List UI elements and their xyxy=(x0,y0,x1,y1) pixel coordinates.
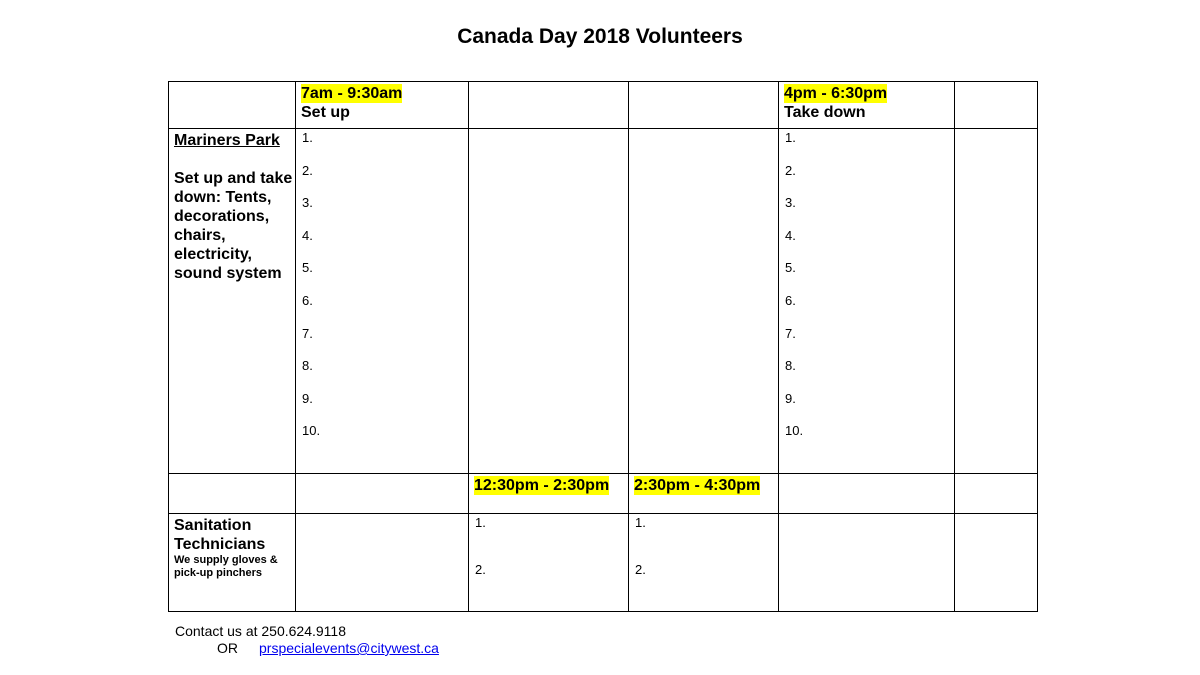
takedown-slots-cell[interactable] xyxy=(779,129,955,474)
sanitation-note: We supply gloves & pick-up pinchers xyxy=(174,554,278,579)
setup-label: Set up xyxy=(301,104,350,121)
empty-cell xyxy=(296,474,469,514)
list-item: 9. xyxy=(785,390,796,406)
list-item: 6. xyxy=(302,292,313,308)
mariners-description: Set up and take down: Tents, decorations, chairs, electricity, sound system xyxy=(174,170,293,282)
header-cell-empty xyxy=(955,82,1038,129)
shift-header-cell xyxy=(469,474,629,514)
sanitation-shift1-cell[interactable] xyxy=(469,514,629,612)
header-cell-empty xyxy=(469,82,629,129)
takedown-time-highlight: 4pm - 6:30pm xyxy=(784,85,888,102)
empty-cell xyxy=(779,474,955,514)
list-item: 6. xyxy=(785,292,796,308)
header-row xyxy=(169,82,1038,129)
header-cell-takedown xyxy=(779,82,955,129)
contact-or: OR xyxy=(217,640,238,656)
sanitation-area-cell xyxy=(169,514,296,612)
list-item: 8. xyxy=(302,358,313,374)
takedown-label: Take down xyxy=(784,104,866,121)
afternoon-shift1-time: 12:30pm - 2:30pm xyxy=(474,477,610,494)
empty-cell xyxy=(296,514,469,612)
list-item: 9. xyxy=(302,390,313,406)
setup-time-highlight: 7am - 9:30am xyxy=(301,85,403,102)
list-item: 4. xyxy=(785,227,796,243)
list-item: 2. xyxy=(785,162,796,178)
list-item: 3. xyxy=(302,195,313,211)
list-item: 8. xyxy=(785,358,796,374)
sanitation-row xyxy=(169,514,1038,612)
list-item: 3. xyxy=(785,195,796,211)
afternoon-shift2-time: 2:30pm - 4:30pm xyxy=(634,477,761,494)
header-cell-empty xyxy=(169,82,296,129)
empty-cell xyxy=(955,129,1038,474)
list-item: 4. xyxy=(302,227,313,243)
email-link[interactable]: prspecialevents@citywest.ca xyxy=(259,640,439,656)
list-item: 1. xyxy=(785,130,796,145)
contact-line: Contact us at 250.624.9118 xyxy=(175,623,346,639)
empty-cell xyxy=(629,129,779,474)
empty-cell xyxy=(955,474,1038,514)
empty-cell xyxy=(469,129,629,474)
sanitation-shift2-cell[interactable] xyxy=(629,514,779,612)
volunteer-table xyxy=(168,81,1038,612)
list-item: 2. xyxy=(475,562,486,577)
setup-slots-cell[interactable] xyxy=(296,129,469,474)
mariners-row xyxy=(169,129,1038,474)
empty-cell xyxy=(955,514,1038,612)
list-item: 1. xyxy=(475,515,486,530)
list-item: 1. xyxy=(302,130,313,145)
header-cell-setup xyxy=(296,82,469,129)
sanitation-title: Sanitation Technicians xyxy=(174,517,266,553)
list-item: 7. xyxy=(785,325,796,341)
list-item: 5. xyxy=(785,260,796,276)
list-item: 7. xyxy=(302,325,313,341)
list-item: 10. xyxy=(302,423,321,439)
mariners-park-title: Mariners Park xyxy=(174,132,280,149)
mid-header-row xyxy=(169,474,1038,514)
list-item: 10. xyxy=(785,423,804,439)
shift-header-cell xyxy=(629,474,779,514)
header-cell-empty xyxy=(629,82,779,129)
mariners-area-cell xyxy=(169,129,296,474)
list-item: 2. xyxy=(635,562,646,577)
list-item: 2. xyxy=(302,162,313,178)
list-item: 1. xyxy=(635,515,646,530)
empty-cell xyxy=(779,514,955,612)
list-item: 5. xyxy=(302,260,313,276)
page-title: Canada Day 2018 Volunteers xyxy=(457,25,743,48)
empty-cell xyxy=(169,474,296,514)
